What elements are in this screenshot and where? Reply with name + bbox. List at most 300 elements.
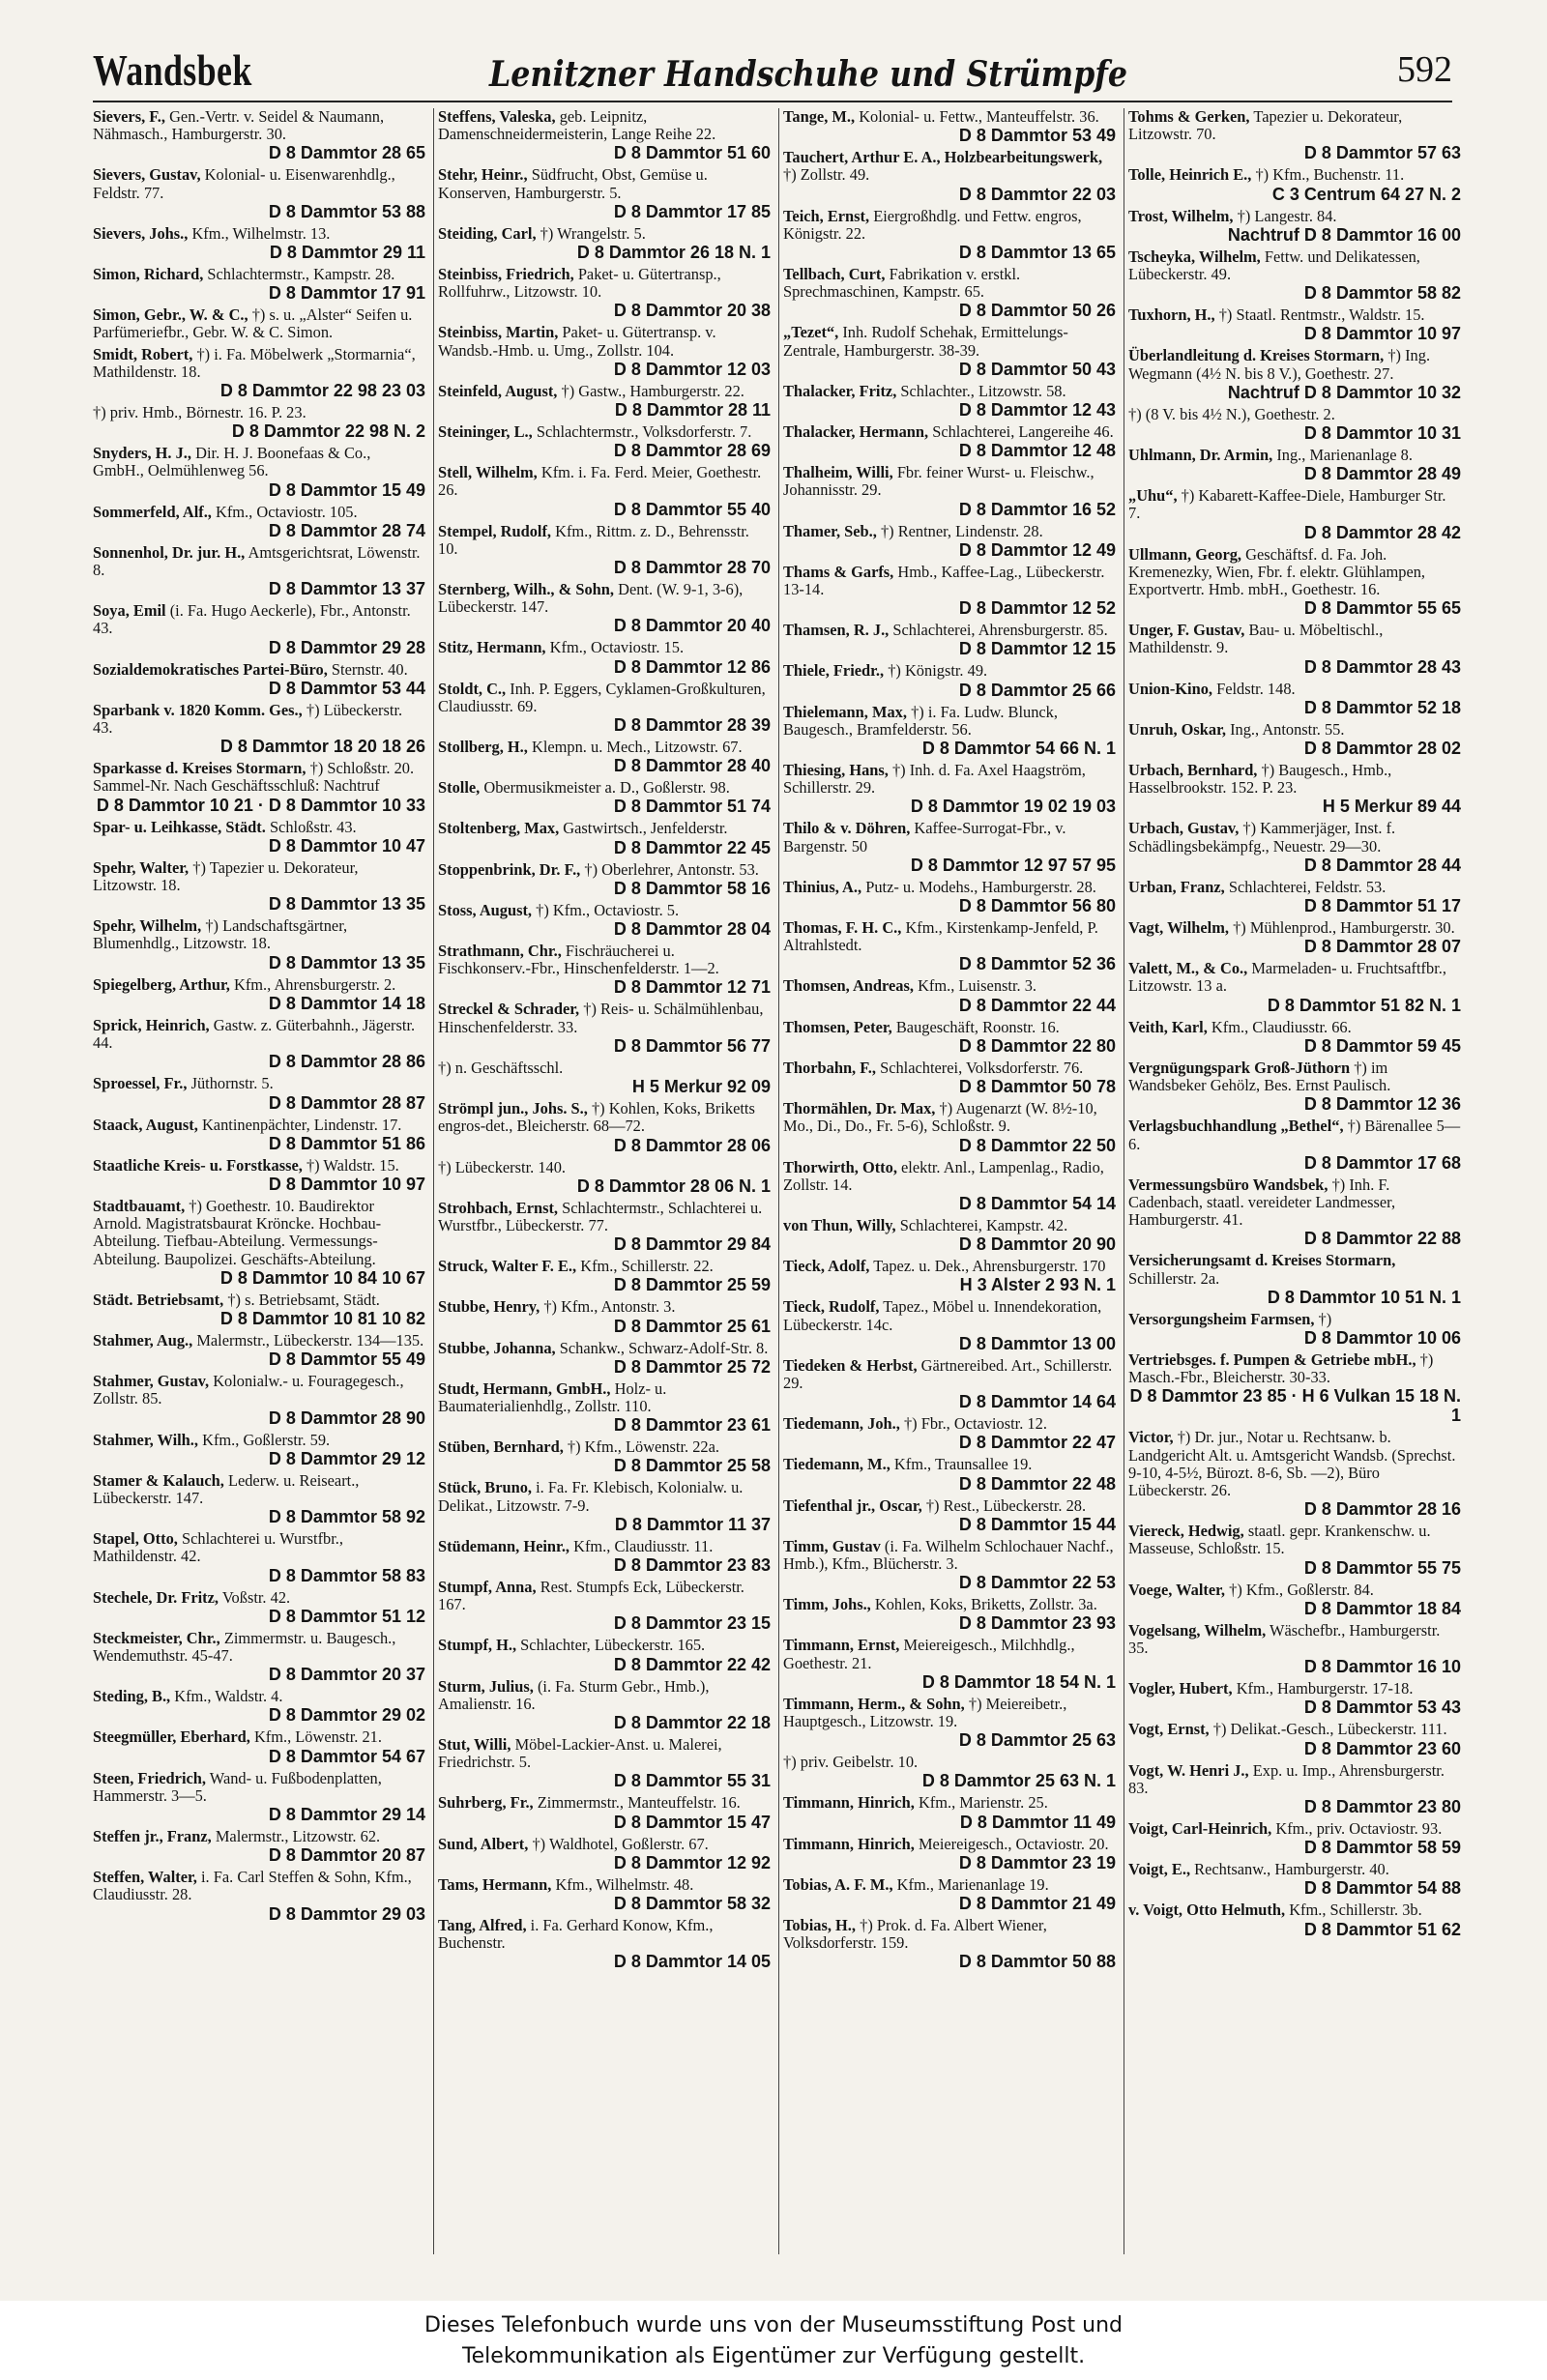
entry-name: Suhrberg, Fr.,	[438, 1793, 534, 1813]
directory-entry	[1128, 1252, 1461, 1306]
entry-name: Steegmüller, Eberhard,	[93, 1727, 250, 1747]
listing-columns	[93, 108, 1461, 2254]
entry-phone-number: D 8 Dammtor 22 98 N. 2	[231, 421, 425, 442]
entry-phone-number: D 8 Dammtor 10 97	[268, 1174, 425, 1194]
entry-details: Eiergroßhdlg. und Fettw. engros, Königstr. 22.	[783, 206, 1082, 243]
entry-details: †) Ing. Wegmann (4½ N. bis 8 V.), Goethestr. 27.	[1128, 346, 1431, 383]
entry-name: Stoss, August,	[438, 900, 533, 919]
entry-name: Tscheyka, Wilhelm,	[1128, 247, 1261, 266]
directory-entry	[438, 464, 771, 518]
directory-entry	[438, 861, 771, 898]
entry-details: †) Gastw., Hamburgerstr. 22.	[561, 381, 744, 400]
entry-details: Voßstr. 42.	[221, 1587, 291, 1607]
entry-details: Kfm., Traunsallee 19.	[893, 1455, 1033, 1474]
entry-phone-number: D 8 Dammtor 28 43	[1303, 656, 1461, 677]
entry-phone-number: Nachtruf D 8 Dammtor 10 32	[1227, 382, 1461, 402]
directory-entry	[783, 1059, 1116, 1096]
entry-details: Schankw., Schwarz-Adolf-Str. 8.	[559, 1338, 769, 1357]
directory-entry	[93, 108, 425, 162]
entry-phone-number: D 8 Dammtor 28 11	[614, 400, 771, 421]
directory-entry	[438, 820, 771, 856]
entry-name: Viereck, Hedwig,	[1128, 1522, 1244, 1541]
entry-phone-number: D 8 Dammtor 12 48	[958, 441, 1116, 461]
entry-details: Paket- u. Gütertransp., Rollfuhrw., Litzowstr. 10.	[438, 265, 721, 302]
entry-details: Kfm., Marienstr. 25.	[918, 1793, 1048, 1813]
entry-details: Schlachter., Litzowstr. 58.	[900, 381, 1066, 400]
entry-name: Stitz, Hermann,	[438, 638, 546, 657]
entry-phone-number: D 8 Dammtor 28 74	[268, 520, 425, 540]
directory-entry	[438, 1258, 771, 1294]
directory-entry	[1128, 1901, 1461, 1938]
entry-details: Paket- u. Gütertransp. v. Wandsb.-Hmb. u. Umg., Zollstr. 104.	[438, 323, 716, 360]
directory-entry	[1128, 762, 1461, 816]
entry-name: „Uhu“,	[1128, 486, 1178, 506]
directory-entry	[783, 1456, 1116, 1493]
directory-entry	[1128, 1059, 1461, 1114]
entry-phone-number: D 8 Dammtor 25 63	[958, 1730, 1116, 1751]
entry-details: i. Fa. Gerhard Konow, Kfm., Buchenstr.	[438, 1915, 714, 1953]
directory-entry	[783, 423, 1116, 460]
directory-entry	[438, 1298, 771, 1335]
entry-name: Tang, Alfred,	[438, 1915, 527, 1934]
entry-phone-number: D 8 Dammtor 12 36	[1303, 1094, 1461, 1115]
entry-details: †) Kfm., Buchenstr. 11.	[1255, 165, 1405, 185]
entry-details: Putz- u. Modehs., Hamburgerstr. 28.	[865, 877, 1096, 896]
entry-name: Stell, Wilhelm,	[438, 463, 538, 482]
directory-entry	[783, 1538, 1116, 1592]
entry-details: Ing., Marienanlage 8.	[1276, 446, 1413, 465]
entry-details: (i. Fa. Sturm Gebr., Hmb.), Amalienstr. 16.	[438, 1676, 710, 1713]
entry-name: Spar- u. Leihkasse, Städt.	[93, 817, 266, 836]
entry-name: Stoldt, C.,	[438, 679, 507, 698]
entry-name: Thielemann, Max,	[783, 702, 907, 721]
entry-name: Sund, Albert,	[438, 1834, 529, 1853]
entry-phone-number: D 8 Dammtor 28 42	[1303, 522, 1461, 542]
entry-details: Kfm., Wilhelmstr. 13.	[191, 223, 331, 243]
directory-entry	[1128, 208, 1461, 245]
entry-name: Timmann, Herm., & Sohn,	[783, 1694, 965, 1713]
entry-details: Kfm., Ahrensburgerstr. 2.	[234, 974, 396, 994]
entry-phone-number: D 8 Dammtor 56 77	[613, 1035, 771, 1056]
entry-phone-number: D 8 Dammtor 55 75	[1303, 1557, 1461, 1578]
entry-details: Dir. H. J. Boonefaas & Co., GmbH., Oelmühlenweg 56.	[93, 444, 371, 480]
entry-name: Staatliche Kreis- u. Forstkasse,	[93, 1155, 303, 1175]
entry-name: Sievers, Johs.,	[93, 223, 189, 243]
directory-entry	[438, 1736, 771, 1790]
entry-phone-number: D 8 Dammtor 25 59	[613, 1275, 771, 1295]
entry-phone-number: D 8 Dammtor 23 85 · H 6 Vulkan 15 18 N. 1	[1129, 1386, 1461, 1426]
entry-phone-number: D 8 Dammtor 28 16	[1303, 1499, 1461, 1520]
directory-entry	[1128, 919, 1461, 956]
directory-entry	[93, 1530, 425, 1584]
entry-details: †) Lübeckerstr. 43.	[93, 700, 403, 738]
entry-details: Exp. u. Imp., Ahrensburgerstr. 83.	[1128, 1760, 1445, 1797]
entry-details: Kfm., Octaviostr. 105.	[216, 502, 358, 521]
directory-entry	[783, 564, 1116, 618]
entry-details: †) Kabarett-Kaffee-Diele, Hamburger Str. 7.	[1128, 486, 1446, 523]
directory-entry	[1128, 1429, 1461, 1519]
entry-details: Gärtnereibed. Art., Schillerstr. 29.	[783, 1355, 1113, 1392]
entry-phone-number: D 8 Dammtor 29 84	[613, 1234, 771, 1255]
entry-details: Kfm., Hamburgerstr. 17-18.	[1236, 1679, 1414, 1698]
entry-details: †) n. Geschäftsschl.	[438, 1058, 564, 1077]
column-divider	[778, 108, 779, 2254]
entry-phone-number: D 8 Dammtor 58 83	[268, 1565, 425, 1585]
entry-phone-number: D 8 Dammtor 51 62	[1303, 1919, 1461, 1939]
entry-name: Sprick, Heinrich,	[93, 1015, 210, 1034]
entry-phone-number: D 8 Dammtor 51 82 N. 1	[1267, 995, 1461, 1015]
entry-phone-number: D 8 Dammtor 22 50	[958, 1135, 1116, 1155]
entry-name: Steinbiss, Martin,	[438, 323, 559, 342]
entry-name: Städt. Betriebsamt,	[93, 1290, 224, 1309]
entry-details: †) Delikat.-Gesch., Lübeckerstr. 111.	[1212, 1720, 1447, 1739]
entry-phone-number: D 8 Dammtor 20 90	[958, 1234, 1116, 1255]
entry-phone-number: D 8 Dammtor 22 47	[958, 1433, 1116, 1453]
entry-phone-number: D 8 Dammtor 12 92	[613, 1852, 771, 1872]
entry-details: Dent. (W. 9-1, 3-6), Lübeckerstr. 147.	[438, 580, 744, 617]
entry-name: v. Voigt, Otto Helmuth,	[1128, 1901, 1286, 1920]
entry-details: (i. Fa. Hugo Aeckerle), Fbr., Antonstr. 43.	[93, 601, 411, 638]
entry-details: Schlachtermstr., Kampstr. 28.	[207, 265, 395, 284]
directory-entry	[93, 1828, 425, 1865]
directory-entry	[1128, 1117, 1461, 1172]
entry-name: Vogt, W. Henri J.,	[1128, 1760, 1249, 1780]
entry-phone-number: D 8 Dammtor 14 18	[268, 993, 425, 1013]
entry-details: †) Kfm., Löwenstr. 22a.	[567, 1437, 719, 1457]
entry-details: †) Schloßstr. 20. Sammel-Nr. Nach Geschäftsschluß: Nachtruf	[93, 759, 415, 796]
directory-entry	[1128, 108, 1461, 162]
directory-entry	[93, 976, 425, 1013]
entry-details: Gen.-Vertr. v. Seidel & Naumann, Nähmasch., Hamburgerstr. 30.	[93, 108, 385, 144]
entry-phone-number: D 8 Dammtor 22 45	[613, 837, 771, 857]
directory-entry	[1128, 1019, 1461, 1056]
entry-details: Kfm., Löwenstr. 21.	[253, 1727, 382, 1747]
entry-name: Smidt, Robert,	[93, 344, 193, 363]
directory-entry	[783, 266, 1116, 320]
entry-phone-number: D 8 Dammtor 25 58	[613, 1456, 771, 1476]
place-heading: Wandsbek	[93, 45, 252, 95]
entry-details: Kfm. i. Fa. Ferd. Meier, Goethestr. 26.	[438, 463, 762, 500]
entry-name: Thiele, Friedr.,	[783, 661, 885, 681]
entry-name: Tieck, Adolf,	[783, 1257, 870, 1276]
entry-name: Stechele, Dr. Fritz,	[93, 1587, 219, 1607]
entry-phone-number: D 8 Dammtor 28 40	[613, 756, 771, 776]
entry-name: Stolle,	[438, 778, 481, 798]
entry-name: Tams, Hermann,	[438, 1874, 552, 1894]
entry-phone-number: D 8 Dammtor 25 61	[613, 1316, 771, 1336]
entry-name: Stahmer, Wilh.,	[93, 1430, 198, 1449]
directory-entry	[93, 544, 425, 598]
entry-name: Stubbe, Henry,	[438, 1297, 540, 1317]
directory-entry	[438, 523, 771, 577]
entry-phone-number: D 8 Dammtor 29 03	[268, 1903, 425, 1924]
entry-name: Steffen jr., Franz,	[93, 1826, 212, 1845]
directory-entry	[783, 1637, 1116, 1691]
entry-details: †) Kammerjäger, Inst. f. Schädlingsbekämpfg., Neuestr. 29—30.	[1128, 819, 1396, 856]
entry-name: Unruh, Oskar,	[1128, 719, 1226, 739]
entry-phone-number: D 8 Dammtor 13 37	[268, 579, 425, 599]
entry-details: †) priv. Hmb., Börnestr. 16. P. 23.	[93, 403, 306, 422]
entry-details: †) Goethestr. 10. Baudirektor Arnold. Magistratsbaurat Kröncke. Hochbau-Abteilung. Tiefbau-Abteilung. Vermessungs-Abteilung. Baupolizei. Geschäfts-Abteilung.	[93, 1196, 382, 1268]
directory-entry	[438, 1678, 771, 1732]
directory-entry	[93, 859, 425, 914]
entry-details: †) (8 V. bis 4½ N.), Goethestr. 2.	[1128, 404, 1335, 423]
entry-details: Jüthornstr. 5.	[190, 1074, 274, 1093]
directory-entry	[783, 919, 1116, 973]
entry-phone-number: D 8 Dammtor 20 87	[268, 1845, 425, 1866]
entry-details: Kfm., Kirstenkamp-Jenfeld, P. Altrahlstedt.	[783, 918, 1098, 955]
entry-name: Voigt, Carl-Heinrich,	[1128, 1818, 1272, 1838]
entry-phone-number: D 8 Dammtor 28 87	[268, 1092, 425, 1113]
entry-name: Thalheim, Willi,	[783, 463, 893, 482]
entry-name: Studt, Hermann, GmbH.,	[438, 1379, 611, 1398]
entry-phone-number: D 8 Dammtor 52 18	[1303, 697, 1461, 717]
entry-details: Tapezier u. Dekorateur, Litzowstr. 70.	[1128, 108, 1403, 144]
entry-name: Tiedemann, M.,	[783, 1455, 890, 1474]
entry-phone-number: C 3 Centrum 64 27 N. 2	[1271, 184, 1461, 204]
entry-phone-number: H 3 Alster 2 93 N. 1	[959, 1275, 1116, 1295]
entry-details: Obermusikmeister a. D., Goßlerstr. 98.	[483, 778, 730, 798]
entry-details: Südfrucht, Obst, Gemüse u. Konserven, Hamburgerstr. 5.	[438, 165, 708, 202]
entry-phone-number: D 8 Dammtor 54 66 N. 1	[921, 739, 1116, 759]
entry-name: Steding, B.,	[93, 1687, 171, 1706]
entry-phone-number: D 8 Dammtor 53 44	[268, 678, 425, 698]
entry-name: Steiding, Carl,	[438, 223, 537, 243]
directory-entry	[1128, 960, 1461, 1014]
directory-entry	[93, 819, 425, 856]
directory-entry	[438, 902, 771, 939]
entry-details: Schlachterei, Ahrensburgerstr. 85.	[892, 621, 1108, 640]
entry-name: Sommerfeld, Alf.,	[93, 502, 212, 521]
directory-entry	[438, 1001, 771, 1055]
entry-name: Stumpf, H.,	[438, 1636, 517, 1655]
entry-name: Thalacker, Fritz,	[783, 381, 897, 400]
directory-entry	[438, 324, 771, 378]
entry-name: Thinius, A.,	[783, 877, 862, 896]
entry-details: †) Prok. d. Fa. Albert Wiener, Volksdorferstr. 159.	[783, 1915, 1047, 1953]
entry-phone-number: D 8 Dammtor 22 42	[613, 1654, 771, 1674]
directory-entry	[93, 404, 425, 441]
entry-phone-number: D 8 Dammtor 12 43	[958, 400, 1116, 421]
entry-details: †) i. Fa. Möbelwerk „Stormarnia“, Mathildenstr. 18.	[93, 344, 416, 381]
entry-details: †) im Wandsbeker Gehölz, Bes. Ernst Paulisch.	[1128, 1058, 1391, 1095]
directory-entry	[1128, 622, 1461, 676]
directory-entry	[783, 1159, 1116, 1213]
directory-entry	[783, 1836, 1116, 1872]
entry-details: †) Fbr., Octaviostr. 12.	[903, 1414, 1047, 1434]
entry-phone-number: D 8 Dammtor 28 70	[613, 558, 771, 578]
entry-name: Vogelsang, Wilhelm,	[1128, 1620, 1267, 1640]
entry-details: Meiereigesch., Octaviostr. 20.	[918, 1834, 1109, 1853]
entry-phone-number: D 8 Dammtor 25 63 N. 1	[921, 1771, 1116, 1791]
entry-phone-number: D 8 Dammtor 54 88	[1303, 1878, 1461, 1899]
entry-phone-number: D 8 Dammtor 25 72	[613, 1356, 771, 1377]
directory-entry	[1128, 721, 1461, 758]
directory-entry	[438, 1794, 771, 1831]
entry-phone-number: D 8 Dammtor 58 59	[1303, 1838, 1461, 1858]
footer-line-1: Dieses Telefonbuch wurde uns von der Museumsstiftung Post und	[423, 2313, 1124, 2337]
directory-entry	[1128, 406, 1461, 443]
entry-phone-number: D 8 Dammtor 21 49	[958, 1893, 1116, 1913]
entry-phone-number: D 8 Dammtor 28 02	[1303, 739, 1461, 759]
entry-name: Tobias, H.,	[783, 1915, 857, 1934]
entry-details: Möbel-Lackier-Anst. u. Malerei, Friedrichstr. 5.	[438, 1734, 722, 1772]
entry-details: i. Fa. Carl Steffen & Sohn, Kfm., Claudiusstr. 28.	[93, 1868, 412, 1904]
entry-name: Timmann, Hinrich,	[783, 1793, 915, 1813]
entry-name: Thormählen, Dr. Max,	[783, 1099, 936, 1118]
entry-name: Stut, Willi,	[438, 1734, 511, 1754]
entry-name: Sievers, Gustav,	[93, 165, 201, 185]
entry-name: Stahmer, Gustav,	[93, 1372, 210, 1391]
entry-name: Urbach, Gustav,	[1128, 819, 1240, 838]
entry-name: Strathmann, Chr.,	[438, 942, 562, 961]
entry-details: Fettw. und Delikatessen, Lübeckerstr. 49.	[1128, 247, 1420, 284]
entry-details: †) Inh. d. Fa. Axel Haagström, Schillerstr. 29.	[783, 761, 1086, 798]
entry-details: †) Dr. jur., Notar u. Rechtsanw. b. Landgericht Alt. u. Amtsgericht Wandsb. (Sprechst. 9-10, 4-5½, Bürozt. 8-6, Sb. —2), Büro Lübeckerstr. 26.	[1128, 1428, 1456, 1499]
entry-name: Sozialdemokratisches Partei-Büro,	[93, 659, 328, 679]
entry-phone-number: D 8 Dammtor 55 65	[1303, 598, 1461, 619]
entry-name: Thomas, F. H. C.,	[783, 918, 902, 938]
entry-phone-number: D 8 Dammtor 55 49	[268, 1350, 425, 1370]
directory-entry	[1128, 820, 1461, 874]
entry-phone-number: D 8 Dammtor 23 83	[613, 1554, 771, 1575]
entry-phone-number: D 8 Dammtor 14 64	[958, 1392, 1116, 1412]
directory-entry	[93, 1630, 425, 1684]
entry-phone-number: D 8 Dammtor 17 85	[613, 201, 771, 221]
entry-name: Tellbach, Curt,	[783, 265, 886, 284]
entry-name: Thomsen, Andreas,	[783, 976, 914, 996]
entry-details: †) s. Betriebsamt, Städt.	[227, 1290, 380, 1309]
advertising-banner: Lenitzner Handschuhe und Strümpfe	[489, 54, 1128, 95]
directory-entry	[93, 1373, 425, 1427]
entry-details: Hmb., Kaffee-Lag., Lübeckerstr. 13-14.	[783, 562, 1105, 599]
directory-entry	[93, 1770, 425, 1824]
directory-entry	[783, 1258, 1116, 1294]
directory-entry	[1128, 546, 1461, 619]
entry-name: Stapel, Otto,	[93, 1529, 178, 1549]
entry-name: Stoppenbrink, Dr. F.,	[438, 859, 581, 879]
directory-entry	[783, 704, 1116, 758]
entry-phone-number: D 8 Dammtor 23 19	[958, 1852, 1116, 1872]
entry-name: Vogt, Ernst,	[1128, 1720, 1210, 1739]
entry-phone-number: D 8 Dammtor 12 15	[958, 639, 1116, 659]
entry-details: †) Mühlenprod., Hamburgerstr. 30.	[1233, 918, 1455, 938]
entry-phone-number: D 8 Dammtor 20 37	[268, 1665, 425, 1685]
entry-name: Staack, August,	[93, 1115, 198, 1134]
entry-phone-number: D 8 Dammtor 14 05	[613, 1952, 771, 1972]
directory-entry	[1128, 306, 1461, 343]
entry-details: Schloßstr. 43.	[269, 817, 357, 836]
directory-entry	[438, 1438, 771, 1475]
directory-entry	[438, 1637, 771, 1673]
directory-entry	[783, 383, 1116, 420]
entry-phone-number: D 8 Dammtor 28 07	[1303, 937, 1461, 957]
entry-details: †) i. Fa. Ludw. Blunck, Baugesch., Bramfelderstr. 56.	[783, 702, 1058, 739]
directory-entry	[1128, 1176, 1461, 1249]
entry-details: Kfm., Wilhelmstr. 48.	[555, 1874, 694, 1894]
directory-entry	[93, 702, 425, 756]
entry-phone-number: D 8 Dammtor 18 84	[1303, 1598, 1461, 1618]
entry-phone-number: D 8 Dammtor 28 04	[613, 919, 771, 940]
entry-details: †) Rentner, Lindenstr. 28.	[880, 521, 1043, 540]
directory-entry	[438, 266, 771, 320]
entry-phone-number: D 8 Dammtor 29 28	[268, 637, 425, 657]
entry-details: †) priv. Geibelstr. 10.	[783, 1753, 919, 1772]
entry-details: i. Fa. Fr. Klebisch, Kolonialw. u. Delikat., Litzowstr. 7-9.	[438, 1478, 744, 1515]
entry-phone-number: D 8 Dammtor 10 47	[268, 835, 425, 856]
entry-phone-number: D 8 Dammtor 11 37	[614, 1514, 771, 1534]
entry-phone-number: D 8 Dammtor 58 82	[1303, 283, 1461, 304]
entry-phone-number: D 8 Dammtor 15 47	[613, 1812, 771, 1832]
entry-phone-number: D 8 Dammtor 13 65	[958, 243, 1116, 263]
entry-name: Vermessungsbüro Wandsbek,	[1128, 1175, 1328, 1194]
entry-details: Kolonial- u. Eisenwarenhdlg., Feldstr. 77.	[93, 165, 395, 202]
directory-entry	[783, 662, 1116, 699]
listing-column-2	[438, 108, 771, 2254]
entry-phone-number: D 8 Dammtor 13 00	[958, 1333, 1116, 1353]
directory-entry	[93, 917, 425, 972]
entry-name: Urban, Franz,	[1128, 877, 1225, 896]
directory-entry	[93, 306, 425, 341]
directory-entry	[1128, 1622, 1461, 1676]
directory-entry	[1128, 1582, 1461, 1618]
entry-details: Kfm., Rittm. z. D., Behrensstr. 10.	[438, 521, 749, 558]
entry-phone-number: D 8 Dammtor 22 48	[958, 1473, 1116, 1494]
entry-name: Tobias, A. F. M.,	[783, 1874, 893, 1894]
directory-entry	[438, 1479, 771, 1533]
directory-entry	[93, 602, 425, 656]
entry-phone-number: D 8 Dammtor 23 15	[613, 1613, 771, 1634]
entry-name: Thams & Garfs,	[783, 562, 894, 581]
entry-details: Kfm., Claudiusstr. 11.	[573, 1536, 714, 1555]
entry-details: Kfm., Marienanlage 19.	[896, 1874, 1049, 1894]
directory-entry	[783, 208, 1116, 262]
directory-entry	[438, 1340, 771, 1377]
entry-name: Tiedeken & Herbst,	[783, 1355, 918, 1375]
entry-name: Tange, M.,	[783, 108, 856, 126]
directory-entry	[438, 779, 771, 816]
directory-entry	[1128, 1721, 1461, 1757]
directory-entry	[783, 1917, 1116, 1971]
entry-name: Stehr, Heinr.,	[438, 165, 528, 185]
entry-details: Kfm., priv. Octaviostr. 93.	[1275, 1818, 1443, 1838]
entry-details: Gastwirtsch., Jenfelderstr.	[563, 819, 728, 838]
entry-details: †) Zollstr. 49.	[783, 165, 870, 185]
directory-entry	[1128, 447, 1461, 483]
entry-details: †) Kfm., Antonstr. 3.	[543, 1297, 676, 1317]
entry-name: Spiegelberg, Arthur,	[93, 974, 230, 994]
directory-entry	[1128, 1523, 1461, 1577]
entry-name: Union-Kino,	[1128, 679, 1212, 698]
entry-phone-number: D 8 Dammtor 56 80	[958, 896, 1116, 916]
entry-phone-number: D 8 Dammtor 23 80	[1303, 1796, 1461, 1816]
entry-phone-number: D 8 Dammtor 15 44	[958, 1514, 1116, 1534]
entry-phone-number: D 8 Dammtor 50 78	[958, 1077, 1116, 1097]
entry-details: Tapez. u. Dek., Ahrensburgerstr. 170	[873, 1257, 1106, 1276]
entry-details: Wand- u. Fußbodenplatten, Hammerstr. 3—5.	[93, 1768, 382, 1805]
entry-details: Kaffee-Surrogat-Fbr., v. Bargenstr. 50	[783, 819, 1066, 856]
directory-entry	[1128, 1820, 1461, 1857]
entry-phone-number: D 8 Dammtor 20 40	[613, 616, 771, 636]
entry-phone-number: D 8 Dammtor 59 45	[1303, 1035, 1461, 1056]
entry-name: Thiesing, Hans,	[783, 761, 889, 780]
entry-details: †) Waldhotel, Goßlerstr. 67.	[532, 1834, 709, 1853]
page-number: 592	[1397, 49, 1452, 90]
directory-entry	[93, 1075, 425, 1112]
entry-phone-number: D 8 Dammtor 28 39	[613, 715, 771, 736]
entry-name: Stollberg, H.,	[438, 738, 528, 757]
entry-phone-number: D 8 Dammtor 17 91	[268, 283, 425, 304]
